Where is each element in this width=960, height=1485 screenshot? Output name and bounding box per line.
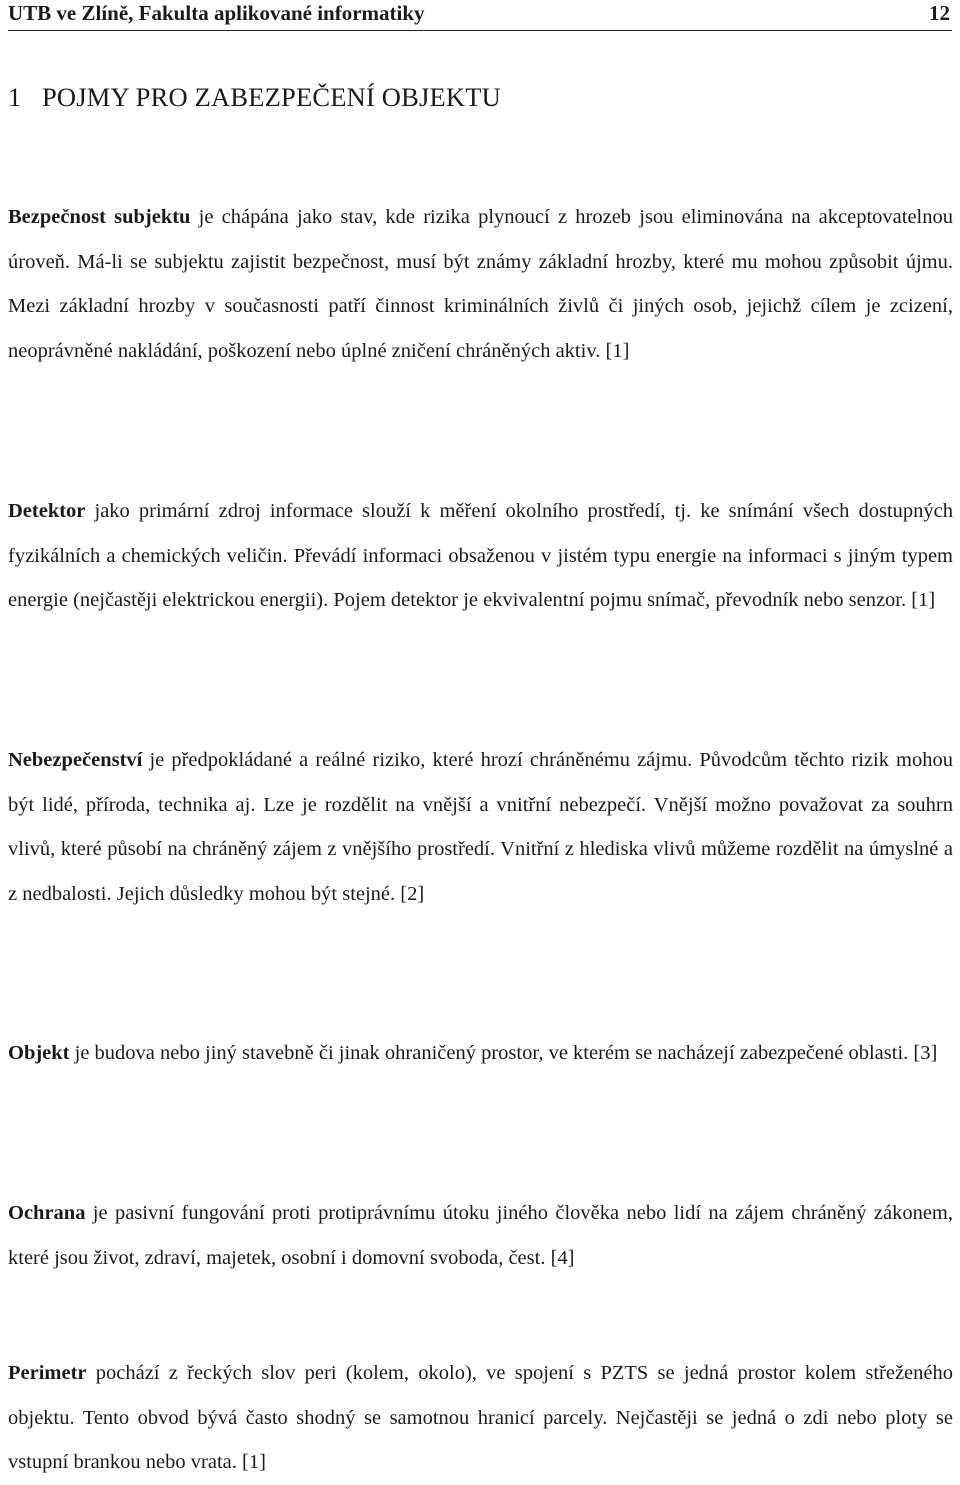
header-page-number: 12 — [929, 1, 950, 25]
term-perimetr: Perimetr — [8, 1362, 87, 1384]
chapter-heading — [8, 80, 501, 114]
definition-objekt: je budova nebo jiný stavebně či jinak ohraničený prostor, ve kterém se nacházejí zabezpečené oblasti. [3] — [69, 1042, 938, 1064]
term-detektor: Detektor — [8, 500, 86, 522]
paragraph-bezpecnost — [8, 195, 953, 373]
paragraph-nebezpecenstvi — [8, 738, 953, 916]
definition-bezpecnost: je chápána jako stav, kde rizika plynoucí z hrozeb jsou eliminována na akceptovatelnou úroveň. Má-li se subjektu zajistit bezpečnost, musí být známy základní hrozby, které mu mohou způsobit újmu. Mezi základní hrozby v současnosti patří činnost kriminálních živlů či jiných osob, jejichž cílem je zcizení, neoprávněné nakládání, poškození nebo úplné zničení chráněných aktiv. [1] — [8, 206, 953, 362]
definition-perimetr: pochází z řeckých slov peri (kolem, okolo), ve spojení s PZTS se jedná prostor kolem střeženého objektu. Tento obvod bývá často shodný se samotnou hranicí parcely. Nejčastěji se jedná o zdi nebo ploty se vstupní brankou nebo vrata. [1] — [8, 1362, 953, 1473]
page-header — [8, 0, 952, 31]
definition-nebezpecenstvi: je předpokládané a reálné riziko, které hrozí chráněnému zájmu. Původcům těchto rizik mohou být lidé, příroda, technika aj. Lze je rozdělit na vnější a vnitřní nebezpečí. Vnější možno považovat za souhrn vlivů, které působí na chráněný zájem z vnějšího prostředí. Vnitřní z hlediska vlivů můžeme rozdělit na úmyslné a z nedbalosti. Jejich důsledky mohou být stejné. [2] — [8, 749, 953, 905]
chapter-number: 1 — [8, 82, 22, 112]
term-ochrana: Ochrana — [8, 1202, 86, 1224]
chapter-title: POJMY PRO ZABEZPEČENÍ OBJEKTU — [41, 82, 501, 112]
paragraph-objekt — [8, 1031, 953, 1076]
definition-ochrana: je pasivní fungování proti protiprávnímu útoku jiného člověka nebo lidí na zájem chráněný zákonem, které jsou život, zdraví, majetek, osobní i domovní svoboda, čest. [4] — [8, 1202, 953, 1269]
header-institution: UTB ve Zlíně, Fakulta aplikované informatiky — [8, 1, 425, 25]
term-objekt: Objekt — [8, 1042, 70, 1064]
paragraph-detektor — [8, 489, 953, 623]
term-bezpecnost: Bezpečnost subjektu — [8, 206, 191, 228]
paragraph-ochrana — [8, 1191, 953, 1280]
term-nebezpecenstvi: Nebezpečenství — [8, 749, 143, 771]
paragraph-perimetr — [8, 1351, 953, 1485]
definition-detektor: jako primární zdroj informace slouží k měření okolního prostředí, tj. ke snímání všech dostupných fyzikálních a chemických veličin. Převádí informaci obsaženou v jistém typu energie na informaci s jiným typem energie (nejčastěji elektrickou energii). Pojem detektor je ekvivalentní pojmu snímač, převodník nebo senzor. [1] — [8, 500, 953, 611]
